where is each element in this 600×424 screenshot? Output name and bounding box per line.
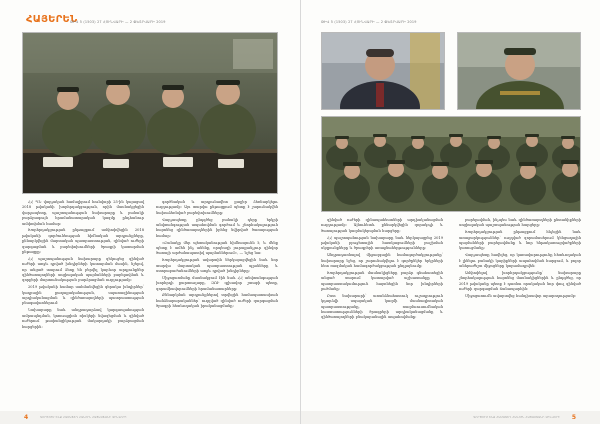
article-paragraph: ՀՀ պաշտպանության նախարարը զեկուցեց զինված ուժերի առջև դրված խնդիրների կատարման մասին, նշելով, որ անցած տարում ձեռք են բերվել կարևոր արդյունքներ զինծառայողների սոցիալական պայմանների բարելավման և զորքերի մարտունակության բարձրացման ուղղությամբ։ — [22, 256, 144, 283]
newspaper-logo: ՀԱՅԵՐԵՆ — [26, 14, 78, 25]
article-paragraph: Միջոցառումն ավարտվեց հանդիսավոր արարողությամբ։ — [465, 293, 577, 298]
article-paragraph: ՀՀ պաշտպանության նախարարը նաև ներկայացրեց 2019 թվականի բյուջետային հատկացումների բաշխման սկզբունքները և ծրագրերի առաջնահերթությունները։ — [321, 235, 443, 251]
article-paragraph: Վարչապետը հավելեց, որ կառավարությունը հետևողական է լինելու բանակի կարիքների ապահովման հարցում, և բոլոր անհրաժեշտ միջոցները կտրամադրվեն։ — [459, 253, 581, 269]
article-paragraph: Վարչապետը ընդգծեց բանակի դերը երկրի անվտանգության ապահովման գործում և շնորհակալություն հայտնեց զինծառայողներին իրենց նվիրված ծառայության համար։ — [156, 217, 278, 238]
article-paragraph: Ըստ նախարարի՝ առանձնահատուկ ուշադրություն կդարձվի սպայական կազմի մասնագիտական պատրաստությանը, ռազմաուսումնական հաստատությունների ծրագրերի արդիականացմանը և զինծառայողների բնակարանային ապահովմանը։ — [321, 293, 443, 320]
article-paragraph: Խորհրդակցության ավարտին ներկայացվեցին նաև նոր տարվա մարտական պատրաստության պլանները և ստորաբաժանումների առջև դրված խնդիրները։ — [156, 258, 278, 274]
article-column-1 — [321, 218, 443, 322]
audience-photo-icon — [322, 117, 581, 212]
article-paragraph: Խորհրդակցության ընթացքում ամփոփվեցին 2018 թվականի գործունեության հիմնական արդյունքները, քննարկվեցին մարտական պատրաստության, զինված ուժերի զարգացման և բարեփոխումների ծրագրի կատարման ընթացքը։ — [22, 228, 144, 255]
page-number: 4 — [24, 414, 29, 421]
article-paragraph: Խորհրդակցության մասնակիցները բարձր գնահատեցին անցած տարում կատարված աշխատանքը և պատրաստակամություն հայտնեցին նոր խնդիրների լուծմանը։ — [321, 270, 443, 292]
issue-line: ԹԻՎ 5 (1503) 27 ՀՈՒՆՎԱՐԻ — 2 ՓԵՏՐՎԱՐԻ 2019 — [70, 20, 166, 24]
article-paragraph: զինված ուժերի զինապահեստների արդիականացման ուղղությամբ։ Այնուհետև քննարկվեցին զորակոչի և ծառայության կազմակերպման հարցերը։ — [321, 218, 443, 233]
article-paragraph: գործնական և արդյունավետ քայլեր ձեռնարկելու ուղղությամբ։ Այս տարվա ընթացքում պետք է շարունակվեն նախաձեռնված բարեփոխումները։ — [156, 200, 278, 215]
article-paragraph: Խորհրդակցության ընթացքում հնչեցին նաև առաջարկություններ՝ ուղղված զորամասերում կենցաղային պայմանների բարելավմանը և նոր ենթակառուցվածքների կառուցմանը։ — [459, 230, 581, 251]
main-photo — [22, 32, 278, 194]
conference-room-photo-icon — [23, 33, 278, 194]
issue-line: ԹԻՎ 5 (1503) 27 ՀՈՒՆՎԱՐԻ — 2 ՓԵՏՐՎԱՐԻ 2019 — [321, 20, 417, 24]
article-paragraph: Ամփոփելով խորհրդակցությունը՝ նախարարը շնորհակալություն հայտնեց մասնակիցներին և ընդգծեց, որ 2019 թվականը պետք է դառնա որակական նոր փուլ զինված ուժերի զարգացման ճանապարհին։ — [459, 270, 581, 292]
article-column-2 — [459, 218, 581, 322]
photo-minister-portrait — [321, 32, 445, 110]
article-column-2 — [156, 200, 278, 331]
article-paragraph: Քննարկման արդյունքներով տրվեցին համապատասխան հանձնարարականներ՝ ուղղված զինված ուժերի զարգացման ծրագրի հետևողական իրականացմանը։ — [156, 293, 278, 309]
speaker-photo-icon — [458, 33, 581, 110]
article-columns — [321, 218, 581, 322]
footer-slogan: ԳՈՐԾՈՒՄ ԵՆՔ ՀԱՄԱՏԵՂ ՀԱՆՈՒՆ ՀԱՅԱՍՏԱՆԻ ԶԻՆՎՈՐԻ — [40, 416, 127, 419]
article-paragraph: Նախարարը նաև անդրադարձավ կարգապահության ամրապնդման, կոռուպցիոն ռիսկերի նվազեցման և զինված ուժերում թափանցիկության մակարդակի բարձրացման հարցերին։ — [22, 308, 144, 329]
photo-audience — [321, 116, 581, 212]
article-paragraph: «Բանակը մեր պետականության հիմնասյունն է, և մենք պետք է ամեն ինչ անենք, որպեսզի յուրաքանչյուր զինվոր ծառայի արժանապատիվ պայմաններում», — նշեց նա։ — [156, 240, 278, 256]
article-paragraph: ՀՀ ՊՆ վարչական համալիրում հունվարի 25-ին կայացավ 2018 թվականի խորհրդակցություն, որին մասնակցեցին վարչապետը, պաշտպանության նախարարը և բանակի բարձրագույն հրամանատարական կազմը ընդհանուր ամփոփման համար։ — [22, 200, 144, 226]
article-paragraph: Անդրադառնալով միջազգային համագործակցությանը՝ նախարարը նշեց, որ շարունակվելու է գործընկեր երկրների հետ ռազմական համագործակցության ընդլայնումը։ — [321, 253, 443, 269]
article-columns — [22, 200, 278, 331]
article-paragraph: բարելավման, ինչպես նաև զինծառայողների ընտանիքների սոցիալական պաշտպանության հարցերը։ — [459, 218, 581, 228]
portrait-photo-icon — [322, 33, 445, 110]
article-paragraph: 2019 թվականի համար սահմանվեցին գերակա խնդիրներ՝ կադրային քաղաքականության, սպառազինության արդիականացման և զինծառայողների պատրաստության բնագավառներում։ — [22, 285, 144, 306]
article-paragraph: Միջոցառմանը մասնակցում էին նաև ՀՀ անվտանգության խորհրդի քարտուղարը, ԶՈՒ գլխավոր շտաբի պետը, զորամիավորումների հրամանատարները։ — [156, 275, 278, 291]
right-page — [300, 0, 600, 424]
photo-officer-speaking — [457, 32, 581, 110]
page-number: 5 — [571, 414, 576, 421]
article-column-1 — [22, 200, 144, 331]
footer-slogan: ԳՈՐԾՈՒՄ ԵՆՔ ՀԱՄԱՏԵՂ ՀԱՆՈՒՆ ՀԱՅԱՍՏԱՆԻ ԶԻՆՎՈՐԻ — [473, 416, 560, 419]
